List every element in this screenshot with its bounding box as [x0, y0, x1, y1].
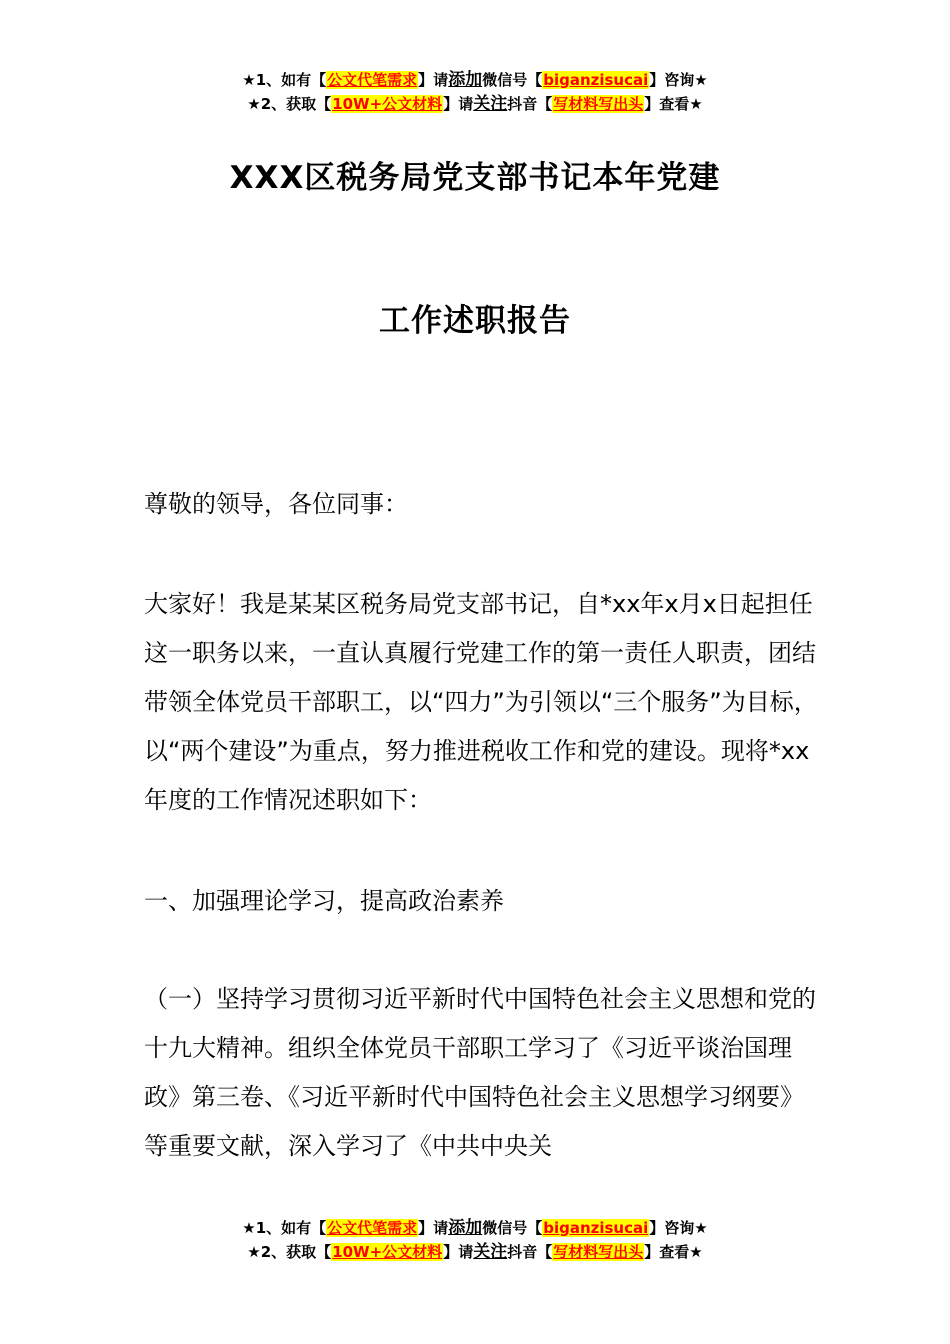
highlight-wechat-id: biganzisucai [543, 71, 649, 89]
banner-line-2: ★2、获取【10W+公文材料】请关注抖音【写材料写出头】查看★ [247, 94, 703, 114]
highlight-materials: 10W+公文材料 [332, 95, 443, 113]
section-heading-1: 一、加强理论学习，提高政治素养 [144, 887, 504, 915]
intro-paragraph: 大家好！我是某某区税务局党支部书记，自*xx年x月x日起担任这一职务以来，一直认真履行党建工作的第一责任人职责，团结带领全体党员干部职工，以“四力”为引领以“三个服务”为目标，以“两个建设”为重点，努力推进税收工作和党的建设。现将*xx年度的工作情况述职如下： [144, 590, 818, 814]
banner-line-2: ★2、获取【10W+公文材料】请关注抖音【写材料写出头】查看★ [247, 1242, 703, 1262]
highlight-douyin: 写材料写出头 [553, 95, 644, 113]
highlight-wechat-id: biganzisucai [543, 1219, 649, 1237]
banner-line-1: ★1、如有【公文代笔需求】请添加微信号【biganzisucai】咨询★ [242, 1218, 708, 1238]
highlight-service: 公文代笔需求 [327, 1219, 418, 1237]
document-title-line-1: XXX区税务局党支部书记本年党建 [229, 160, 721, 196]
highlight-materials: 10W+公文材料 [332, 1243, 443, 1261]
header-banner [0, 68, 950, 116]
banner-line-1: ★1、如有【公文代笔需求】请添加微信号【biganzisucai】咨询★ [242, 70, 708, 90]
salutation: 尊敬的领导，各位同事： [144, 490, 408, 518]
highlight-douyin: 写材料写出头 [553, 1243, 644, 1261]
footer-banner [0, 1216, 950, 1264]
subsection-paragraph-1: （一）坚持学习贯彻习近平新时代中国特色社会主义思想和党的十九大精神。组织全体党员干部职工学习了《习近平谈治国理政》第三卷、《习近平新时代中国特色社会主义思想学习纲要》等重要文献，深入学习了《中共中央关 [144, 985, 816, 1160]
highlight-service: 公文代笔需求 [327, 71, 418, 89]
document-title-line-2: 工作述职报告 [379, 303, 571, 339]
